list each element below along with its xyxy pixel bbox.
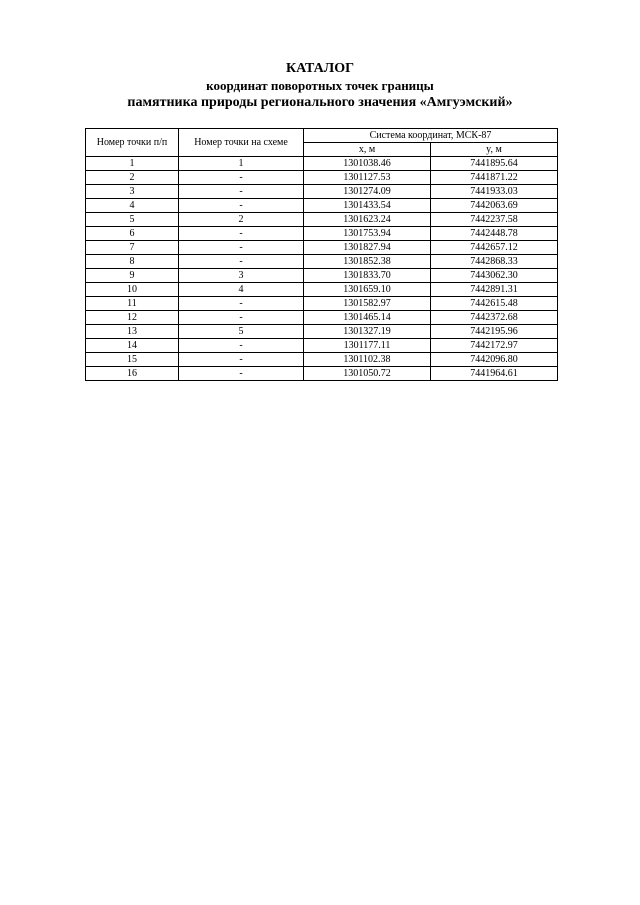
table-row — [86, 171, 558, 185]
cell-x: 1301433.54 — [304, 199, 431, 213]
cell-x: 1301659.10 — [304, 283, 431, 297]
cell-x: 1301582.97 — [304, 297, 431, 311]
coordinates-table — [85, 128, 558, 381]
cell-x: 1301102.38 — [304, 353, 431, 367]
cell-point-number: 3 — [86, 185, 179, 199]
cell-y: 7442172.97 — [431, 339, 558, 353]
cell-x: 1301274.09 — [304, 185, 431, 199]
cell-y: 7443062.30 — [431, 269, 558, 283]
cell-x: 1301050.72 — [304, 367, 431, 381]
cell-x: 1301623.24 — [304, 213, 431, 227]
cell-scheme-number: - — [179, 227, 304, 241]
cell-point-number: 14 — [86, 339, 179, 353]
title-line-3: памятника природы регионального значения «Амгуэмский» — [127, 95, 513, 110]
table-row — [86, 241, 558, 255]
header-y: y, м — [431, 143, 558, 157]
cell-y: 7441933.03 — [431, 185, 558, 199]
cell-point-number: 16 — [86, 367, 179, 381]
cell-y: 7441964.61 — [431, 367, 558, 381]
cell-point-number: 4 — [86, 199, 179, 213]
table-row — [86, 185, 558, 199]
cell-x: 1301753.94 — [304, 227, 431, 241]
cell-y: 7441871.22 — [431, 171, 558, 185]
cell-point-number: 7 — [86, 241, 179, 255]
cell-point-number: 11 — [86, 297, 179, 311]
cell-x: 1301852.38 — [304, 255, 431, 269]
cell-point-number: 12 — [86, 311, 179, 325]
table-row — [86, 311, 558, 325]
table-row — [86, 199, 558, 213]
table-row — [86, 227, 558, 241]
cell-y: 7442096.80 — [431, 353, 558, 367]
table-body — [86, 157, 558, 381]
table-row — [86, 269, 558, 283]
cell-scheme-number: - — [179, 171, 304, 185]
header-coordinate-system: Система координат, МСК-87 — [304, 129, 558, 143]
cell-x: 1301465.14 — [304, 311, 431, 325]
cell-point-number: 9 — [86, 269, 179, 283]
title-line-2: координат поворотных точек границы — [206, 78, 434, 93]
cell-x: 1301177.11 — [304, 339, 431, 353]
table-row — [86, 213, 558, 227]
header-x: x, м — [304, 143, 431, 157]
cell-point-number: 13 — [86, 325, 179, 339]
cell-y: 7442657.12 — [431, 241, 558, 255]
table-row — [86, 255, 558, 269]
table-row — [86, 353, 558, 367]
cell-scheme-number: - — [179, 353, 304, 367]
cell-scheme-number: - — [179, 241, 304, 255]
cell-point-number: 8 — [86, 255, 179, 269]
cell-scheme-number: - — [179, 297, 304, 311]
cell-x: 1301038.46 — [304, 157, 431, 171]
catalog-title — [0, 60, 640, 111]
cell-x: 1301827.94 — [304, 241, 431, 255]
cell-scheme-number: - — [179, 311, 304, 325]
cell-y: 7442868.33 — [431, 255, 558, 269]
table-row — [86, 157, 558, 171]
table-row — [86, 367, 558, 381]
cell-scheme-number: 3 — [179, 269, 304, 283]
cell-point-number: 5 — [86, 213, 179, 227]
cell-y: 7442372.68 — [431, 311, 558, 325]
cell-y: 7442448.78 — [431, 227, 558, 241]
title-line-1: КАТАЛОГ — [285, 61, 354, 76]
table-row — [86, 283, 558, 297]
cell-point-number: 2 — [86, 171, 179, 185]
cell-point-number: 10 — [86, 283, 179, 297]
cell-scheme-number: 2 — [179, 213, 304, 227]
cell-y: 7441895.64 — [431, 157, 558, 171]
cell-scheme-number: - — [179, 255, 304, 269]
cell-x: 1301833.70 — [304, 269, 431, 283]
header-point-number: Номер точки п/п — [86, 129, 179, 157]
table-row — [86, 297, 558, 311]
cell-scheme-number: - — [179, 199, 304, 213]
cell-point-number: 15 — [86, 353, 179, 367]
cell-y: 7442615.48 — [431, 297, 558, 311]
cell-y: 7442063.69 — [431, 199, 558, 213]
cell-scheme-number: 1 — [179, 157, 304, 171]
cell-point-number: 6 — [86, 227, 179, 241]
cell-y: 7442195.96 — [431, 325, 558, 339]
cell-scheme-number: 5 — [179, 325, 304, 339]
table-row — [86, 339, 558, 353]
cell-y: 7442891.31 — [431, 283, 558, 297]
cell-x: 1301127.53 — [304, 171, 431, 185]
cell-scheme-number: - — [179, 367, 304, 381]
cell-point-number: 1 — [86, 157, 179, 171]
header-scheme-number: Номер точки на схеме — [179, 129, 304, 157]
cell-x: 1301327.19 — [304, 325, 431, 339]
cell-y: 7442237.58 — [431, 213, 558, 227]
cell-scheme-number: - — [179, 185, 304, 199]
table-row — [86, 325, 558, 339]
cell-scheme-number: - — [179, 339, 304, 353]
cell-scheme-number: 4 — [179, 283, 304, 297]
